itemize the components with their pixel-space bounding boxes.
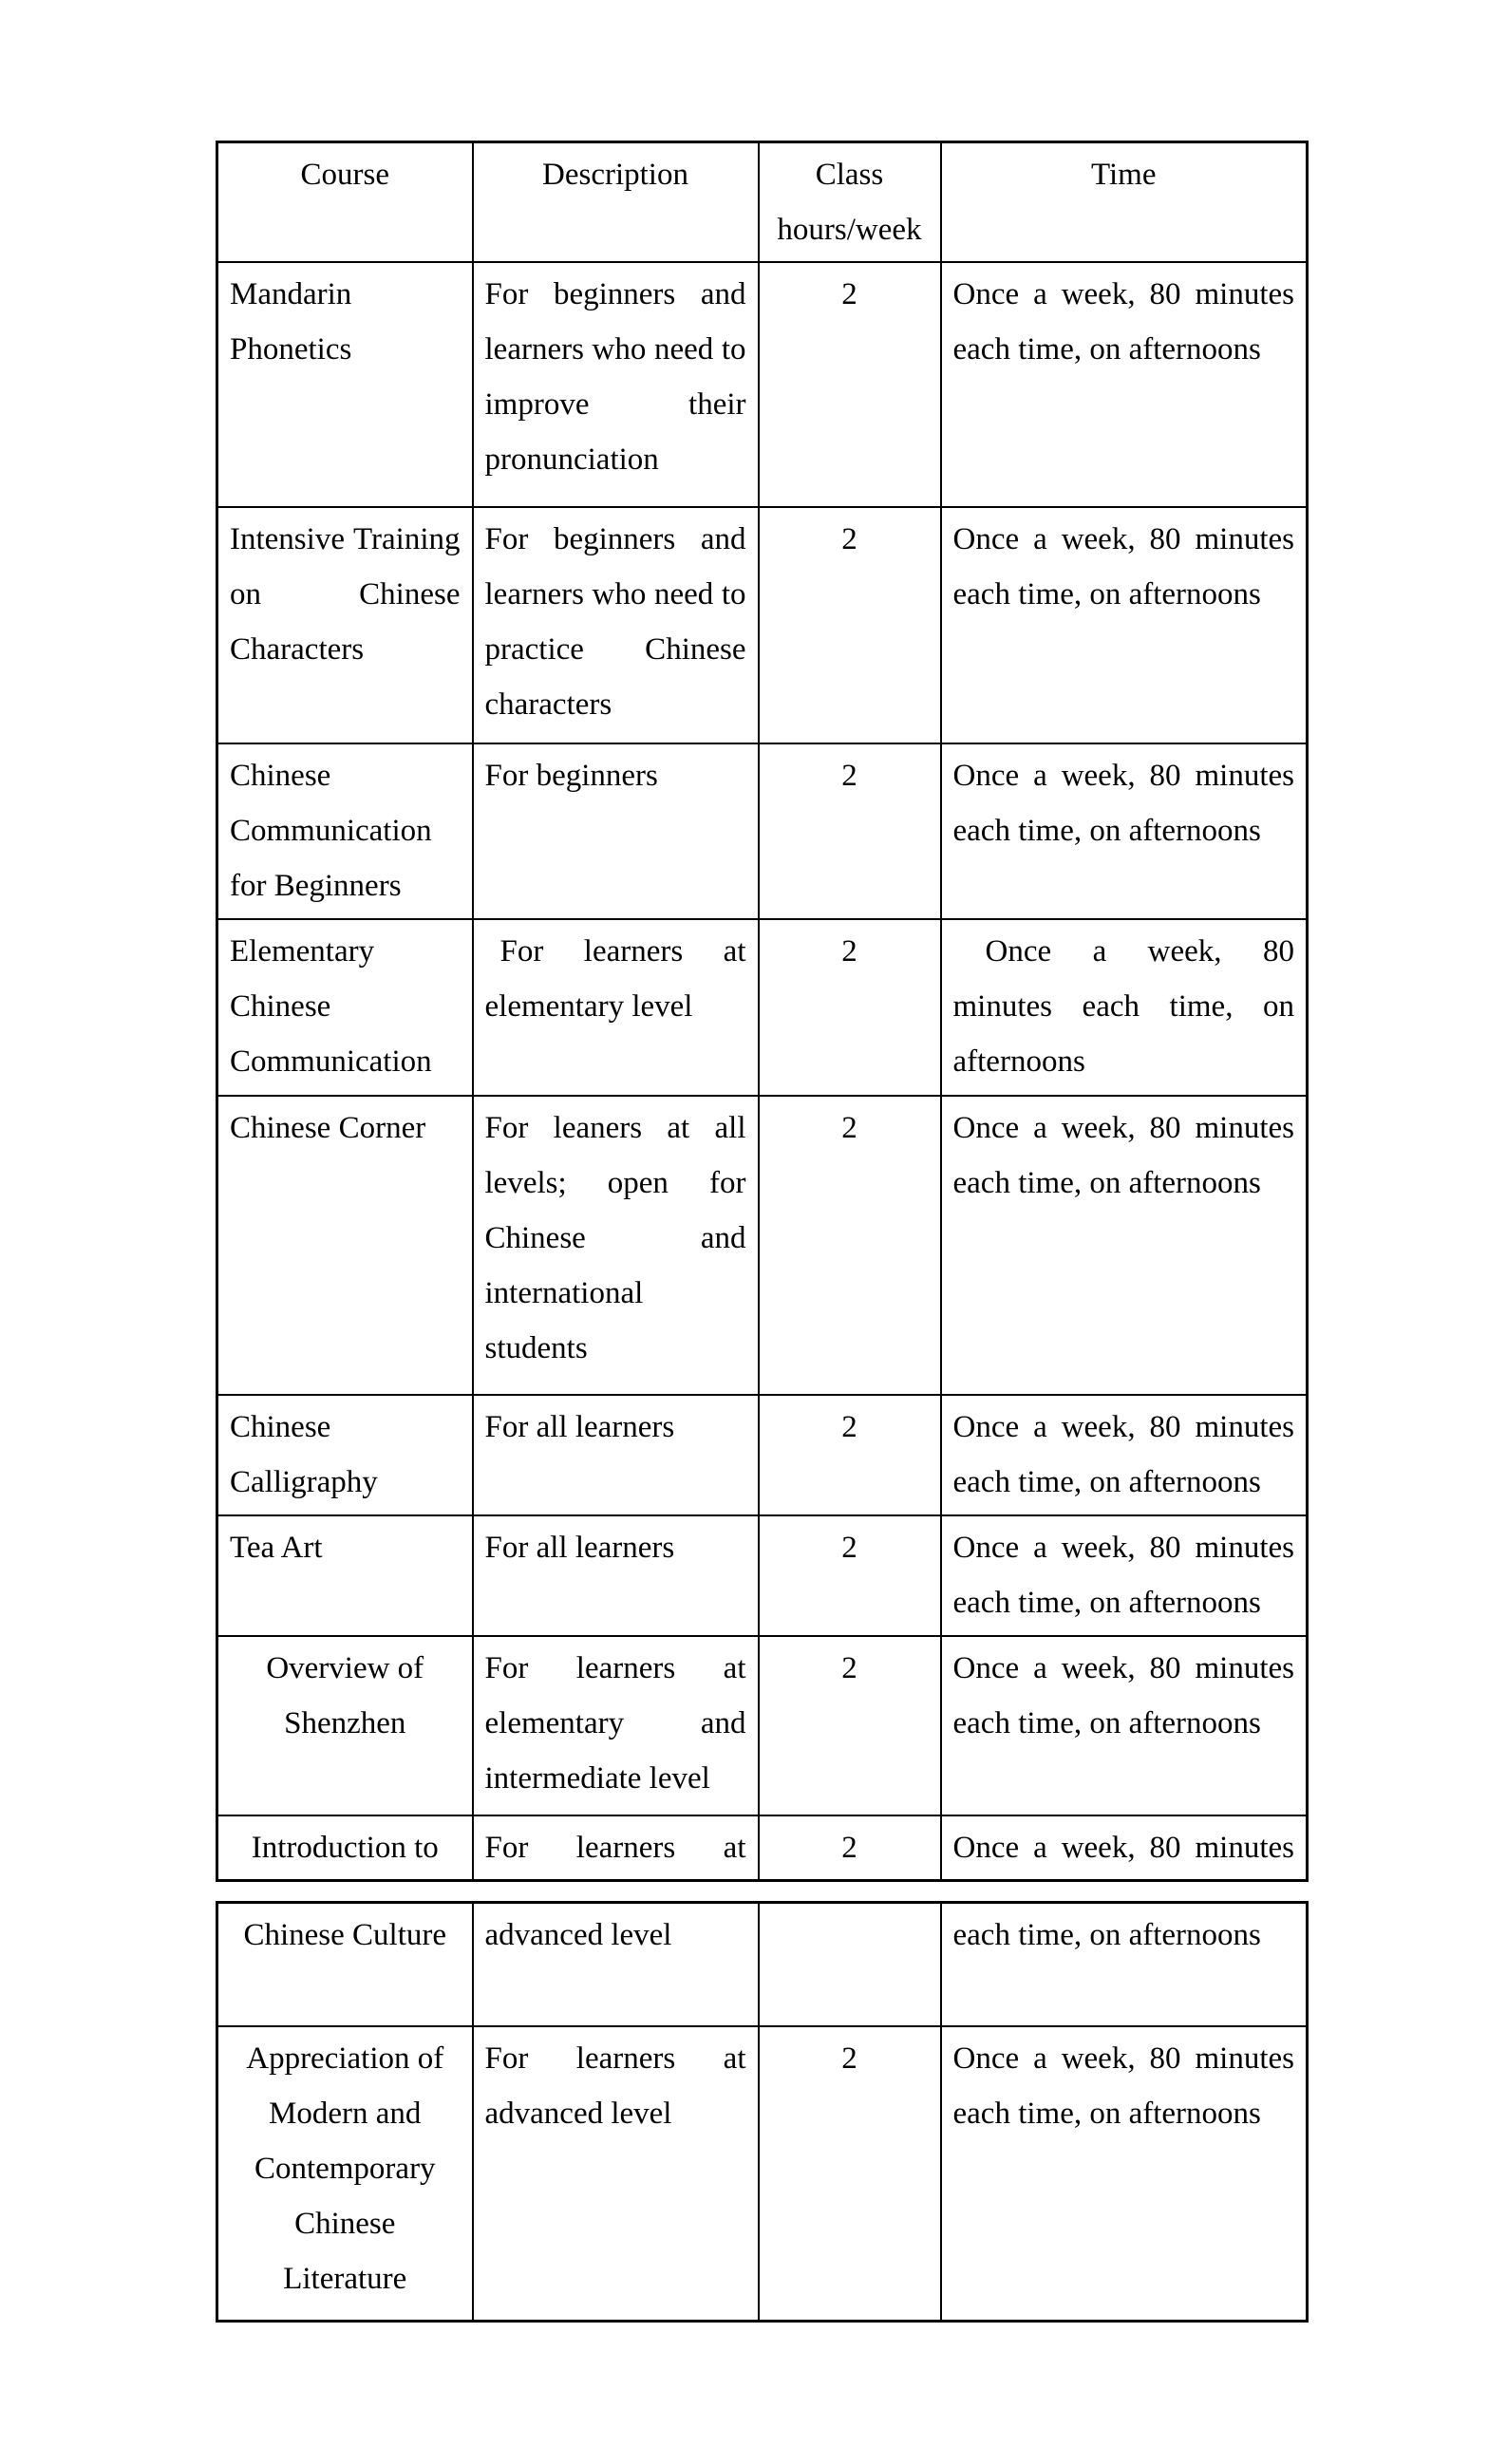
class-hours-cell: 2 xyxy=(759,507,941,743)
description-cell: For learners at advanced level xyxy=(473,2026,759,2322)
course-cell: Chinese Culture xyxy=(217,1903,473,2026)
column-header-description: Description xyxy=(473,142,759,263)
course-cell: Introduction to xyxy=(217,1815,473,1881)
description-cell: For all learners xyxy=(473,1395,759,1515)
time-cell: each time, on afternoons xyxy=(941,1903,1308,2026)
table-row xyxy=(217,743,1308,919)
time-cell: Once a week, 80 minutes each time, on afternoons xyxy=(941,507,1308,743)
class-hours-cell: 2 xyxy=(759,262,941,507)
description-cell: For beginners and learners who need to practice Chinese characters xyxy=(473,507,759,743)
time-cell: Once a week, 80 minutes each time, on afternoons xyxy=(941,743,1308,919)
header-row xyxy=(217,142,1308,263)
table-row xyxy=(217,1395,1308,1515)
course-cell: Chinese Communication for Beginners xyxy=(217,743,473,919)
class-hours-cell: 2 xyxy=(759,1815,941,1881)
class-hours-cell: 2 xyxy=(759,919,941,1096)
class-hours-cell: 2 xyxy=(759,743,941,919)
column-header-course: Course xyxy=(217,142,473,263)
table-row xyxy=(217,262,1308,507)
description-cell: For learners at elementary and intermediate level xyxy=(473,1636,759,1815)
description-cell: For beginners xyxy=(473,743,759,919)
class-hours-cell xyxy=(759,1903,941,2026)
course-cell: Chinese Calligraphy xyxy=(217,1395,473,1515)
course-cell: Appreciation of Modern and Contemporary Chinese Literature xyxy=(217,2026,473,2322)
class-hours-cell: 2 xyxy=(759,2026,941,2322)
class-hours-cell: 2 xyxy=(759,1636,941,1815)
course-cell: Chinese Corner xyxy=(217,1096,473,1395)
time-cell: Once a week, 80 minutes each time, on afternoons xyxy=(941,919,1308,1096)
time-cell: Once a week, 80 minutes each time, on afternoons xyxy=(941,1096,1308,1395)
description-cell: For learners at elementary level xyxy=(473,919,759,1096)
description-cell: For beginners and learners who need to improve their pronunciation xyxy=(473,262,759,507)
description-cell: For leaners at all levels; open for Chinese and international students xyxy=(473,1096,759,1395)
table-row xyxy=(217,1903,1308,2026)
course-cell: Elementary Chinese Communication xyxy=(217,919,473,1096)
time-cell: Once a week, 80 minutes each time, on afternoons xyxy=(941,262,1308,507)
courses-table-page2 xyxy=(216,1901,1309,2323)
column-header-class-hours: Class hours/week xyxy=(759,142,941,263)
class-hours-cell: 2 xyxy=(759,1395,941,1515)
course-cell: Mandarin Phonetics xyxy=(217,262,473,507)
class-hours-cell: 2 xyxy=(759,1515,941,1636)
table-row xyxy=(217,2026,1308,2322)
course-cell: Tea Art xyxy=(217,1515,473,1636)
table-row xyxy=(217,1096,1308,1395)
class-hours-cell: 2 xyxy=(759,1096,941,1395)
column-header-time: Time xyxy=(941,142,1308,263)
description-cell: For all learners xyxy=(473,1515,759,1636)
table-row xyxy=(217,1815,1308,1881)
description-cell: For learners at xyxy=(473,1815,759,1881)
course-cell: Intensive Training on Chinese Characters xyxy=(217,507,473,743)
course-cell: Overview of Shenzhen xyxy=(217,1636,473,1815)
table-row xyxy=(217,919,1308,1096)
courses-table-page1 xyxy=(216,141,1309,1882)
time-cell: Once a week, 80 minutes xyxy=(941,1815,1308,1881)
description-cell: advanced level xyxy=(473,1903,759,2026)
table-row xyxy=(217,1515,1308,1636)
table-row xyxy=(217,507,1308,743)
table-row xyxy=(217,1636,1308,1815)
time-cell: Once a week, 80 minutes each time, on afternoons xyxy=(941,1395,1308,1515)
time-cell: Once a week, 80 minutes each time, on afternoons xyxy=(941,1515,1308,1636)
time-cell: Once a week, 80 minutes each time, on afternoons xyxy=(941,2026,1308,2322)
time-cell: Once a week, 80 minutes each time, on afternoons xyxy=(941,1636,1308,1815)
